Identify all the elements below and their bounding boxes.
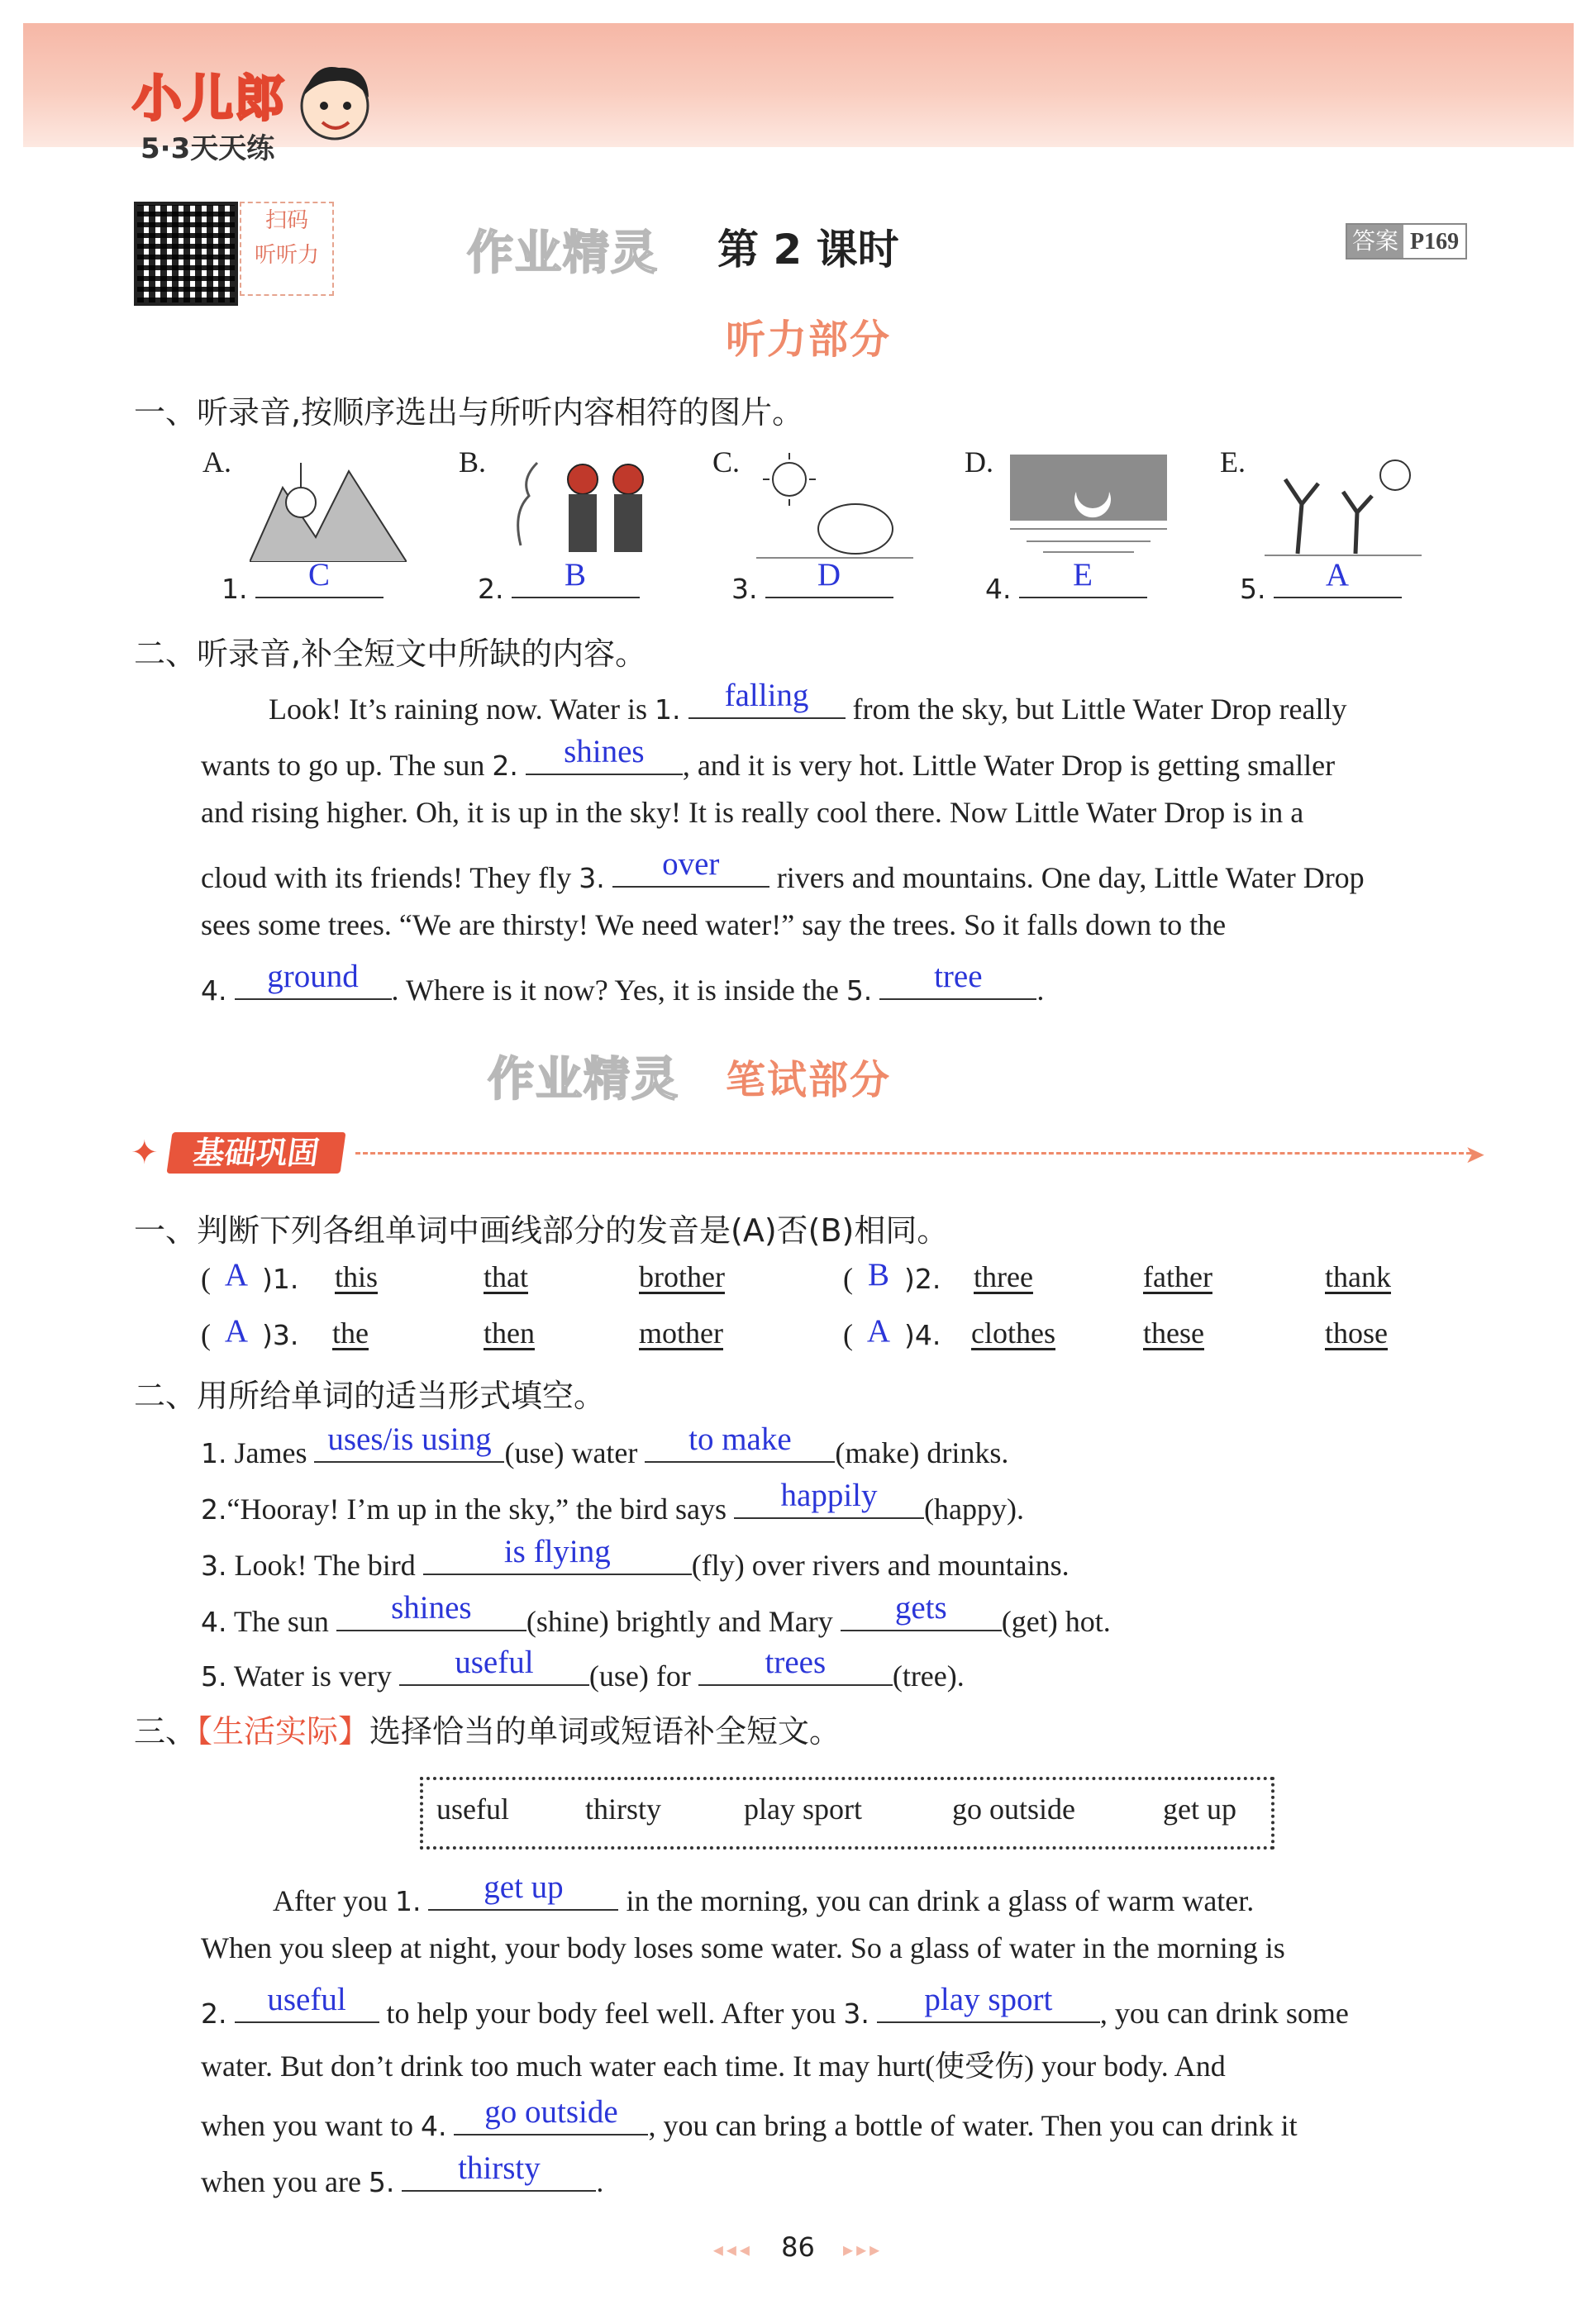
banner-dashed-line [355, 1152, 1471, 1155]
w-q3-line-1 [273, 1869, 1255, 1918]
q1-answer-4 [985, 557, 1147, 606]
mascot-icon [289, 58, 380, 149]
w-q2-s4-a: The sun [226, 1605, 336, 1638]
w-q2-s1-a: James [226, 1436, 315, 1469]
q2-num-5: 5. [846, 974, 873, 1007]
q2-line-4-a: cloud with its friends! They fly [201, 861, 579, 894]
qr-note-line1: 扫码 [264, 208, 308, 233]
w-q2-sentence-4 [201, 1590, 1111, 1639]
q1-answer-2-number: 2. [478, 573, 504, 605]
next-page-icon[interactable]: ▸▸▸ [843, 2238, 884, 2261]
w-q1-item-2: ( B )2. [843, 1257, 941, 1295]
q1-answer-2-blank[interactable] [512, 557, 640, 598]
picture-d-moon-night [1010, 446, 1167, 562]
w-q1-num-1: )1. [262, 1263, 299, 1295]
w-q2-s1-blank-2[interactable] [645, 1421, 835, 1463]
w-q1-word-2c: thank [1325, 1260, 1391, 1293]
w-q3-answer-1: get up [484, 1869, 564, 1905]
q2-num-3: 3. [579, 862, 605, 894]
w-q3-l1-a: After you [273, 1884, 395, 1917]
q1-answer-3 [731, 557, 893, 606]
q1-answer-1-value: C [307, 557, 330, 593]
w-q2-sentence-5 [201, 1645, 965, 1693]
w-q3-l3-b: , you can drink some [1099, 1997, 1349, 2030]
picture-b-firefighters [504, 446, 661, 562]
w-q1-num-4: )4. [904, 1319, 941, 1351]
page-number: 86 [781, 2231, 815, 2263]
picture-label-c: C. [712, 445, 741, 479]
picture-c-sun-animal [756, 446, 913, 562]
q2-line-1-b: from the sky, but Little Water Drop really [845, 693, 1347, 726]
w-q3-tag: 【生活实际】 [197, 1713, 370, 1750]
q2-blank-1[interactable] [688, 678, 846, 719]
w-q1-item-3: ( A )3. [201, 1313, 299, 1351]
w-q3-l3-a: to help your body feel well. After you [379, 1997, 844, 2030]
w-q2-s2-answer-1: happily [780, 1478, 878, 1513]
w-q2-s3-c: (fly) over rivers and mountains. [691, 1549, 1070, 1582]
answer-reference [1346, 223, 1467, 259]
w-q3-num-1: 1. [394, 1885, 422, 1917]
w-q2-s1-d: (make) drinks. [835, 1436, 1009, 1469]
q2-num-2: 2. [492, 750, 518, 782]
q2-answer-5: tree [934, 959, 983, 994]
w-q3-line-6 [201, 2150, 604, 2199]
w-q2-s4-d: (get) hot. [1001, 1605, 1111, 1638]
written-q2-title: 二、用所给单词的适当形式填空。 [134, 1378, 606, 1414]
w-q1-answer-3: A [224, 1313, 249, 1349]
prev-page-icon[interactable]: ◂◂◂ [712, 2238, 753, 2261]
w-q3-answer-4: go outside [484, 2094, 618, 2130]
w-q1-word-3a: the [332, 1317, 369, 1350]
w-q2-s2-a: “Hooray! I’m up in the sky,” the bird says [226, 1493, 735, 1526]
watermark: 作业精灵 [467, 226, 659, 280]
w-q3-num-3: 3. [843, 1997, 869, 2030]
w-q2-s4-blank-1[interactable] [336, 1590, 526, 1631]
q1-answer-2 [478, 557, 640, 606]
q2-answer-1: falling [724, 678, 809, 713]
lesson-title: 第 2 课时 [717, 226, 899, 274]
q1-answer-4-value: E [1073, 557, 1093, 593]
q2-line-6-a: . Where is it now? Yes, it is inside the [391, 974, 846, 1007]
w-q2-s5-blank-1[interactable] [399, 1645, 589, 1686]
w-q2-num-1: 1. [201, 1437, 227, 1469]
q2-line-1-a: Look! It’s raining now. Water is [269, 693, 655, 726]
q2-answer-3: over [662, 846, 720, 882]
w-q1-word-1a: this [335, 1260, 379, 1293]
w-q2-num-4: 4. [201, 1606, 227, 1638]
q2-answer-4: ground [267, 959, 359, 994]
q1-answer-1-number: 1. [222, 573, 248, 605]
w-q3-blank-4[interactable] [454, 2094, 648, 2135]
picture-label-e: E. [1220, 445, 1246, 479]
qr-note [240, 202, 334, 296]
w-q2-num-3: 3. [201, 1550, 227, 1582]
q2-line-4-b: rivers and mountains. One day, Little Water Drop [769, 861, 1365, 894]
word-bank-3: play sport [744, 1793, 862, 1826]
picture-label-d: D. [965, 445, 993, 479]
q1-answer-1 [222, 557, 384, 606]
q1-answer-4-number: 4. [985, 573, 1012, 605]
brand-logo: 小儿郎 [132, 70, 286, 128]
q2-line-2-a: wants to go up. The sun [201, 749, 493, 782]
w-q2-s4-c: (shine) brightly and Mary [526, 1605, 841, 1638]
w-q1-word-1b: that [484, 1260, 528, 1293]
q2-line-6 [201, 959, 1045, 1007]
q2-answer-2: shines [564, 734, 645, 769]
q1-answer-3-number: 3. [731, 573, 758, 605]
w-q2-s2-blank-1[interactable] [734, 1478, 924, 1519]
w-q3-num-2: 2. [201, 1997, 227, 2030]
banner-star-icon: ✦ [131, 1134, 159, 1172]
picture-label-a: A. [202, 445, 231, 479]
q2-blank-4[interactable] [235, 959, 392, 1000]
w-q3-line-3 [201, 1982, 1349, 2031]
w-q2-s5-c: (use) for [588, 1659, 698, 1693]
q2-line-3: and rising higher. Oh, it is up in the sky! It is really cool there. Now Little Water Drop is in a [201, 796, 1304, 829]
w-q2-s5-blank-2[interactable] [698, 1645, 893, 1686]
q1-answer-2-value: B [564, 557, 586, 593]
writing-section-title: 笔试部分 [726, 1057, 892, 1103]
q1-answer-5-number: 5. [1240, 573, 1266, 605]
q1-answer-1-blank[interactable] [255, 557, 384, 598]
w-q2-num-5: 5. [201, 1660, 227, 1693]
w-q3-l1-b: in the morning, you can drink a glass of warm water. [618, 1884, 1255, 1917]
w-q2-s4-blank-2[interactable] [841, 1590, 1002, 1631]
q1-answer-3-value: D [817, 557, 841, 593]
q2-blank-5[interactable] [879, 959, 1036, 1000]
q2-line-2-b: , and it is very hot. Little Water Drop is getting smaller [682, 749, 1336, 782]
w-q3-answer-3: play sport [924, 1982, 1053, 2017]
w-q1-answer-1: A [224, 1257, 249, 1293]
w-q3-blank-2[interactable] [235, 1982, 379, 2023]
q1-answer-3-blank[interactable] [765, 557, 893, 598]
picture-a-waterdrop-mountains [250, 446, 407, 562]
q2-line-6-b: . [1036, 974, 1045, 1007]
w-q2-s3-blank-1[interactable] [423, 1534, 692, 1575]
w-q3-l6-b: . [596, 2165, 604, 2198]
q2-blank-3[interactable] [612, 846, 769, 888]
q2-num-1: 1. [655, 693, 681, 726]
listening-section-title: 听力部分 [726, 317, 892, 363]
w-q1-word-2a: three [974, 1260, 1033, 1293]
answer-ref-page: P169 [1410, 229, 1460, 255]
q2-blank-2[interactable] [526, 734, 683, 775]
q1-answer-4-blank[interactable] [1019, 557, 1147, 598]
word-bank-1: useful [436, 1793, 509, 1826]
word-bank-4: go outside [952, 1793, 1075, 1826]
w-q3-num-5: 5. [368, 2166, 395, 2198]
w-q2-s5-answer-2: trees [765, 1645, 827, 1680]
w-q1-word-2b: father [1143, 1260, 1212, 1293]
w-q2-s2-c: (happy). [924, 1493, 1024, 1526]
w-q1-word-4a: clothes [971, 1317, 1055, 1350]
w-q2-s1-blank-1[interactable] [314, 1421, 504, 1463]
q2-line-2 [201, 734, 1336, 783]
w-q2-num-2: 2. [201, 1493, 227, 1526]
watermark-2: 作业精灵 [488, 1053, 679, 1107]
w-q1-item-4: ( A )4. [843, 1313, 941, 1351]
w-q1-word-1c: brother [639, 1260, 725, 1293]
w-q2-s1-answer-2: to make [688, 1421, 792, 1457]
w-q1-answer-4: A [866, 1313, 891, 1349]
w-q3-l5-a: when you want to [201, 2109, 421, 2142]
q2-num-4: 4. [201, 974, 227, 1007]
picture-e-dry-trees-sun [1265, 446, 1422, 562]
w-q2-sentence-2 [201, 1478, 1024, 1526]
w-q1-answer-2: B [867, 1257, 889, 1293]
listening-q2-title: 二、听录音,补全短文中所缺的内容。 [134, 636, 647, 672]
w-q2-s1-c: (use) water [504, 1436, 646, 1469]
w-q2-s5-answer-1: useful [455, 1645, 534, 1680]
w-q2-s5-d: (tree). [892, 1659, 965, 1693]
written-q3-title [134, 1706, 841, 1751]
qr-note-line2: 听听力 [254, 243, 319, 268]
word-bank-2: thirsty [585, 1793, 662, 1826]
written-q1-title: 一、判断下列各组单词中画线部分的发音是(A)否(B)相同。 [134, 1212, 949, 1249]
w-q3-blank-1[interactable] [428, 1869, 618, 1911]
w-q1-num-3: )3. [262, 1319, 299, 1351]
w-q1-num-2: )2. [904, 1263, 941, 1295]
w-q3-title-b: 选择恰当的单词或短语补全短文。 [369, 1713, 841, 1750]
w-q1-word-4b: these [1143, 1317, 1204, 1350]
w-q3-line-5 [201, 2094, 1298, 2143]
w-q2-s4-answer-1: shines [391, 1590, 472, 1626]
word-bank-5: get up [1163, 1793, 1236, 1826]
w-q2-s5-a: Water is very [226, 1659, 399, 1693]
w-q2-s3-answer-1: is flying [503, 1534, 611, 1569]
w-q3-title-a: 三、 [134, 1713, 198, 1750]
w-q2-s1-answer-1: uses/is using [327, 1421, 492, 1457]
answer-ref-label: 答案 [1347, 225, 1403, 258]
w-q2-sentence-3 [201, 1534, 1070, 1583]
w-q1-word-4c: those [1325, 1317, 1388, 1350]
w-q3-l6-a: when you are [201, 2165, 369, 2198]
q1-answer-5 [1240, 557, 1402, 606]
w-q3-blank-5[interactable] [402, 2150, 596, 2192]
w-q3-l5-b: , you can bring a bottle of water. Then you can drink it [648, 2109, 1298, 2142]
listening-q1-title: 一、听录音,按顺序选出与所听内容相符的图片。 [134, 394, 804, 431]
w-q1-word-3c: mother [639, 1317, 723, 1350]
brand-subtitle: 5·3天天练 [141, 132, 275, 165]
w-q3-blank-3[interactable] [877, 1982, 1100, 2023]
q2-line-4 [201, 846, 1365, 895]
qr-code[interactable] [134, 202, 238, 306]
w-q3-line-2: When you sleep at night, your body loses some water. So a glass of water in the morning is [201, 1931, 1285, 1964]
w-q3-answer-2: useful [267, 1982, 346, 2017]
q2-line-5: sees some trees. “We are thirsty! We need water!” say the trees. So it falls down to the [201, 908, 1227, 941]
q2-line-1 [269, 678, 1347, 726]
w-q1-item-1: ( A )1. [201, 1257, 299, 1295]
w-q2-s4-answer-2: gets [894, 1590, 947, 1626]
q1-answer-5-blank[interactable] [1274, 557, 1402, 598]
w-q3-answer-5: thirsty [458, 2150, 541, 2186]
w-q3-num-4: 4. [420, 2110, 447, 2142]
arrow-right-icon: ➤ [1465, 1140, 1486, 1169]
page-footer [0, 2231, 1596, 2263]
w-q2-sentence-1 [201, 1421, 1009, 1470]
picture-label-b: B. [459, 445, 487, 479]
w-q2-s3-a: Look! The bird [226, 1549, 423, 1582]
w-q1-word-3b: then [484, 1317, 535, 1350]
w-q3-line-4: water. But don’t drink too much water each time. It may hurt(使受伤) your body. And [201, 2050, 1226, 2083]
q1-answer-5-value: A [1325, 557, 1350, 593]
section-banner: 基础巩固 [166, 1132, 345, 1174]
